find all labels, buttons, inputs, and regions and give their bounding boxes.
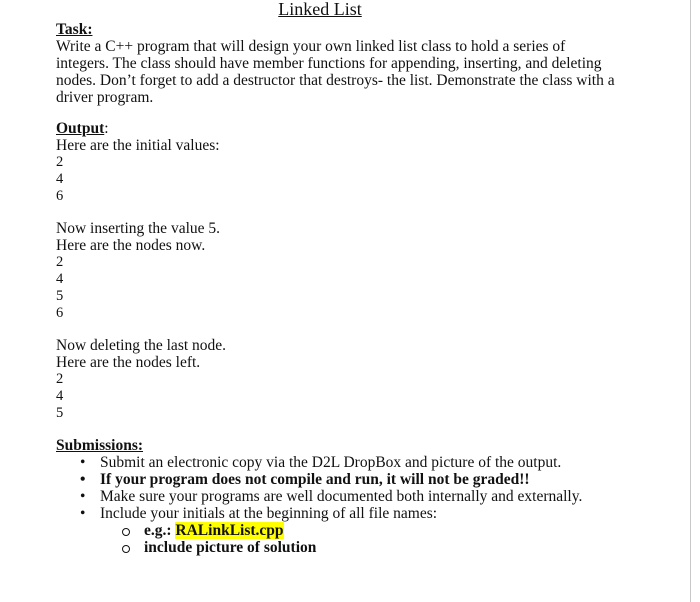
picture-instruction: include picture of solution xyxy=(144,539,317,556)
list-item xyxy=(56,488,616,505)
example-filename: RALinkList.cpp xyxy=(175,522,284,539)
output-heading-line xyxy=(56,120,616,137)
nodes-now-label: Here are the nodes now. xyxy=(56,237,206,254)
submission-instruction: Submit an electronic copy via the D2L DropBox and picture of the output. xyxy=(100,454,562,471)
filename-instruction: Include your initials at the beginning of all file names: xyxy=(100,505,438,522)
list-item xyxy=(56,454,616,471)
bullet-icon: • xyxy=(80,488,86,505)
inserted-list-value: 4 xyxy=(56,271,64,287)
insert-output xyxy=(56,220,616,322)
hollow-bullet-icon xyxy=(122,528,130,536)
nodes-left-label: Here are the nodes left. xyxy=(56,354,201,371)
remaining-list-value: 5 xyxy=(56,405,64,421)
initial-values-label: Here are the initial values: xyxy=(56,137,220,154)
task-description: Write a C++ program that will design your own linked list class to hold a series of integers. The class should have member functions for appending, inserting, and deleting nodes. Don’t forget to add a destructor that destroys- the list. Demonstrate the class with a driver program. xyxy=(56,38,615,106)
example-prefix: e.g.: xyxy=(144,522,176,539)
list-item xyxy=(56,539,616,556)
remaining-list-value: 4 xyxy=(56,388,64,404)
submissions-list xyxy=(56,454,616,522)
bullet-icon: • xyxy=(80,454,86,471)
compile-warning: If your program does not compile and run, it will not be graded!! xyxy=(100,471,530,488)
task-heading: Task: xyxy=(56,21,93,38)
delete-message: Now deleting the last node. xyxy=(56,337,227,354)
hollow-bullet-icon xyxy=(122,545,130,553)
inserted-list-value: 2 xyxy=(56,254,64,270)
output-heading: Output xyxy=(56,120,105,137)
output-section xyxy=(56,120,616,205)
insert-message: Now inserting the value 5. xyxy=(56,220,221,237)
remaining-list-value: 2 xyxy=(56,371,64,387)
output-heading-colon: : xyxy=(104,120,109,137)
task-section xyxy=(56,21,616,106)
filename-sublist xyxy=(56,522,616,556)
submissions-heading: Submissions: xyxy=(56,437,144,454)
delete-output xyxy=(56,337,616,422)
page-edge-rule xyxy=(690,0,691,602)
initial-value: 6 xyxy=(56,188,64,204)
initial-value: 4 xyxy=(56,171,64,187)
initial-value: 2 xyxy=(56,154,64,170)
bullet-icon: • xyxy=(80,471,86,488)
list-item xyxy=(56,522,616,539)
submissions-section xyxy=(56,437,616,556)
inserted-list-value: 5 xyxy=(56,288,64,304)
document-title: Linked List xyxy=(278,0,362,19)
inserted-list-value: 6 xyxy=(56,305,64,321)
list-item xyxy=(56,505,616,522)
list-item xyxy=(56,471,616,488)
bullet-icon: • xyxy=(80,505,86,522)
documentation-instruction: Make sure your programs are well documented both internally and externally. xyxy=(100,488,583,505)
